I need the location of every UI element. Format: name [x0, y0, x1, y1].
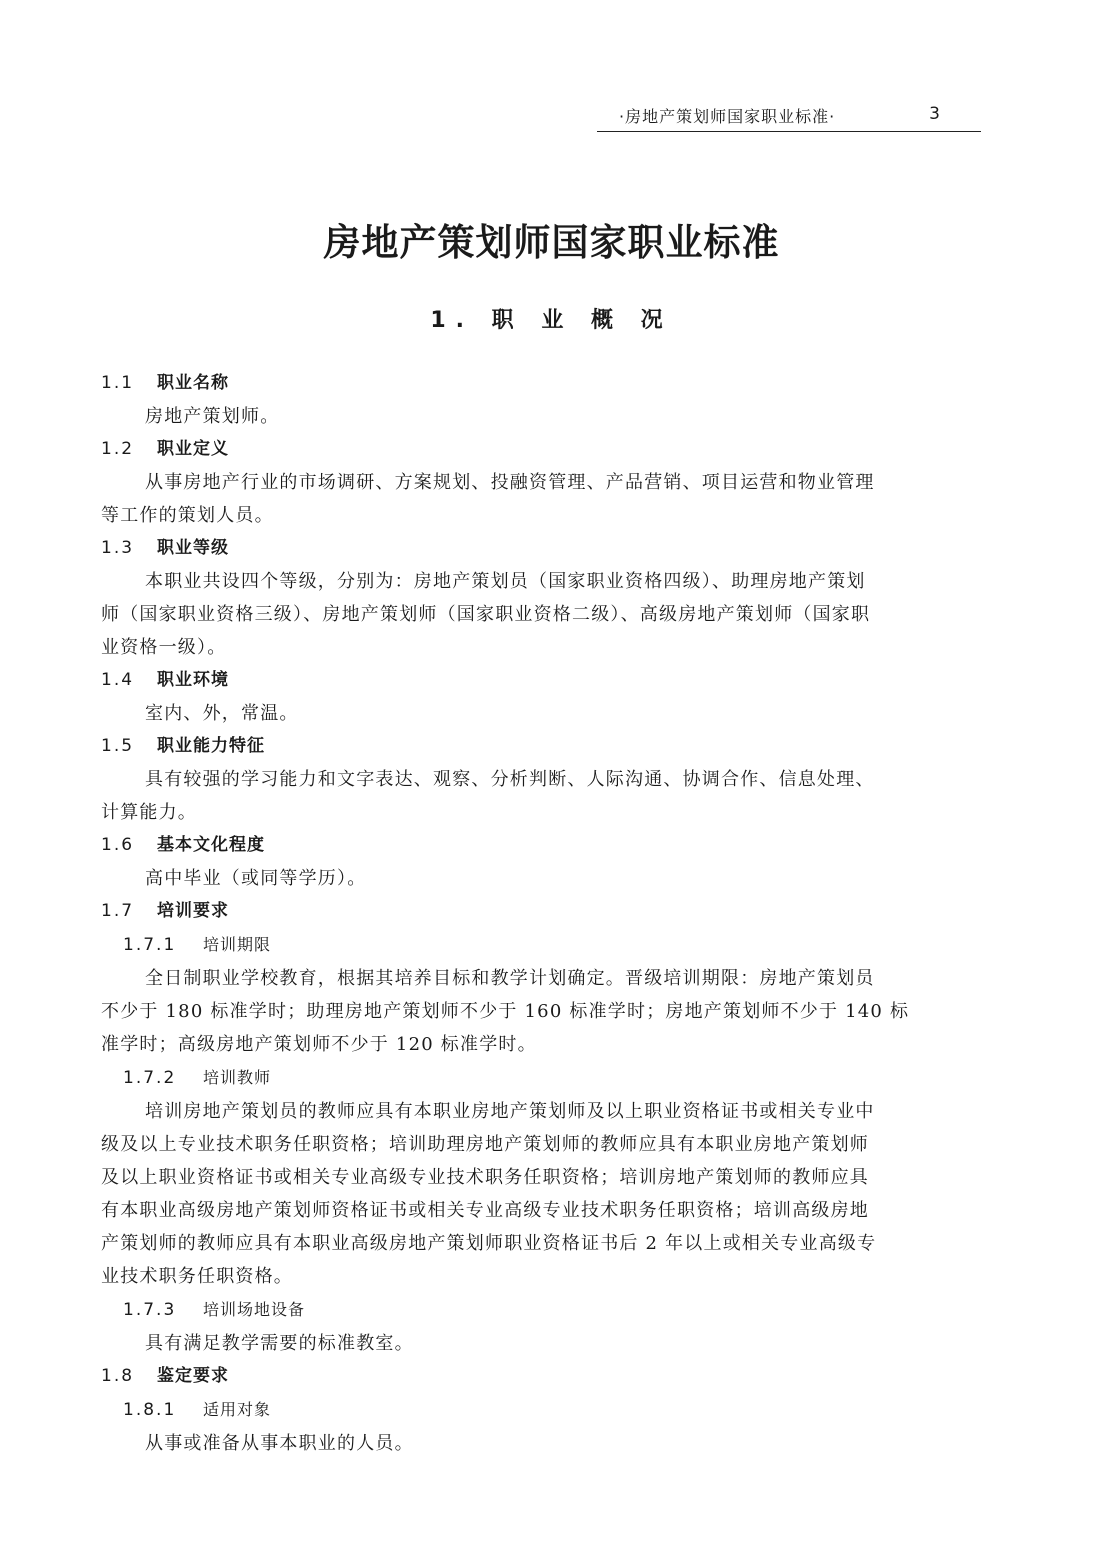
subsection-number: 1.7.3: [123, 1300, 177, 1320]
running-header: [597, 104, 981, 132]
section-title: 鉴定要求: [157, 1366, 229, 1386]
document-body: [101, 367, 1005, 1460]
paragraph-line: 室内、外，常温。: [145, 703, 299, 724]
subsection-heading-1-7-3: [101, 1293, 1005, 1327]
section-heading-1-7: [101, 895, 1005, 928]
paragraph-line: 具有较强的学习能力和文字表达、观察、分析判断、人际沟通、协调合作、信息处理、: [145, 769, 875, 790]
subsection-heading-1-8-1: [101, 1393, 1005, 1427]
subsection-title: 培训教师: [203, 1068, 272, 1087]
section-title: 职业等级: [157, 538, 229, 558]
subsection-title: 培训期限: [203, 935, 272, 954]
running-header-title: ·房地产策划师国家职业标准·: [619, 107, 836, 126]
section-heading-1-5: [101, 730, 1005, 763]
paragraph-line: 高中毕业（或同等学历）。: [145, 868, 367, 889]
section-number: 1.6: [101, 835, 135, 855]
section-number: 1.4: [101, 670, 135, 690]
section-number: 1.1: [101, 373, 135, 393]
section-heading-1-1: [101, 367, 1005, 400]
section-title: 职业环境: [157, 670, 229, 690]
section-number: 1.5: [101, 736, 135, 756]
paragraph-line: 房地产策划师。: [145, 406, 280, 427]
paragraph-line: 及以上职业资格证书或相关专业高级专业技术职务任职资格；培训房地产策划师的教师应具: [101, 1167, 869, 1188]
paragraph-line: 本职业共设四个等级，分别为：房地产策划员（国家职业资格四级）、助理房地产策划: [145, 571, 866, 592]
section-heading-1-6: [101, 829, 1005, 862]
paragraph-line: 具有满足教学需要的标准教室。: [145, 1333, 414, 1354]
paragraph-line: 从事或准备从事本职业的人员。: [145, 1433, 414, 1454]
subsection-title: 培训场地设备: [203, 1300, 306, 1319]
paragraph-line: 师（国家职业资格三级）、房地产策划师（国家职业资格二级）、高级房地产策划师（国家职: [101, 604, 871, 625]
page-number: 3: [929, 104, 941, 124]
subsection-number: 1.8.1: [123, 1400, 177, 1420]
section-number: 1.7: [101, 901, 135, 921]
subsection-number: 1.7.1: [123, 935, 177, 955]
section-title: 培训要求: [157, 901, 229, 921]
paragraph-line: 产策划师的教师应具有本职业高级房地产策划师职业资格证书后 2 年以上或相关专业高级专: [101, 1233, 877, 1254]
subsection-heading-1-7-1: [101, 928, 1005, 962]
section-number: 1.2: [101, 439, 135, 459]
paragraph-line: 业技术职务任职资格。: [101, 1266, 293, 1287]
subsection-number: 1.7.2: [123, 1068, 177, 1088]
paragraph-line: 不少于 180 标准学时；助理房地产策划师不少于 160 标准学时；房地产策划师不少于 140 标: [101, 1001, 910, 1022]
section-title: 职业名称: [157, 373, 229, 393]
paragraph-line: 从事房地产行业的市场调研、方案规划、投融资管理、产品营销、项目运营和物业管理: [145, 472, 875, 493]
section-heading-1-3: [101, 532, 1005, 565]
section-heading-1-4: [101, 664, 1005, 697]
section-title: 基本文化程度: [157, 835, 265, 855]
paragraph-line: 业资格一级）。: [101, 637, 227, 658]
paragraph-line: 准学时；高级房地产策划师不少于 120 标准学时。: [101, 1034, 537, 1055]
subsection-title: 适用对象: [203, 1400, 272, 1419]
subsection-heading-1-7-2: [101, 1061, 1005, 1095]
section-number: 1.3: [101, 538, 135, 558]
section-title: 职业能力特征: [157, 736, 265, 756]
paragraph-line: 培训房地产策划员的教师应具有本职业房地产策划师及以上职业资格证书或相关专业中: [145, 1101, 875, 1122]
paragraph-line: 等工作的策划人员。: [101, 505, 274, 526]
section-number: 1.8: [101, 1366, 135, 1386]
paragraph-line: 有本职业高级房地产策划师资格证书或相关专业高级专业技术职务任职资格；培训高级房地: [101, 1200, 869, 1221]
section-heading-1-8: [101, 1360, 1005, 1393]
section-title: 职业定义: [157, 439, 229, 459]
paragraph-line: 级及以上专业技术职务任职资格；培训助理房地产策划师的教师应具有本职业房地产策划师: [101, 1134, 869, 1155]
section-heading-1-2: [101, 433, 1005, 466]
paragraph-line: 全日制职业学校教育，根据其培养目标和教学计划确定。晋级培训期限：房地产策划员: [145, 968, 875, 989]
document-title: 房地产策划师国家职业标准: [323, 220, 780, 264]
chapter-title: 1. 职 业 概 况: [430, 308, 673, 333]
paragraph-line: 计算能力。: [101, 802, 197, 823]
